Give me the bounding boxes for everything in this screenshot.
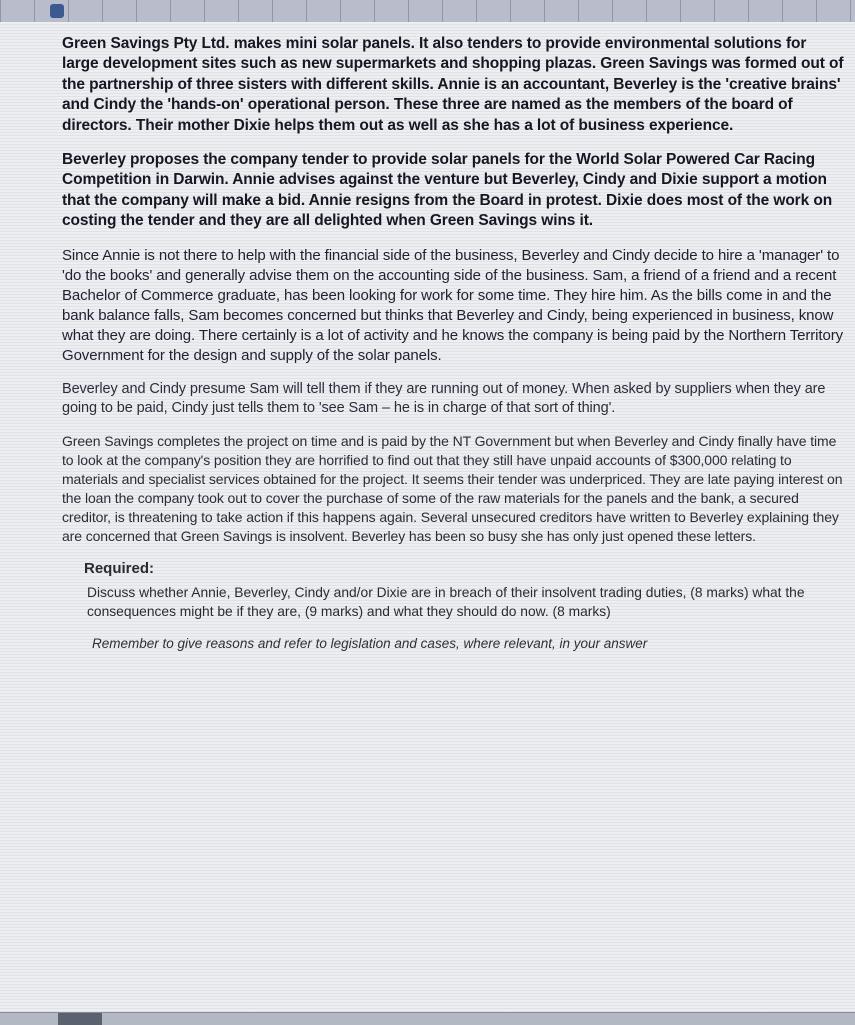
ruler-bar xyxy=(0,0,855,23)
taskbar-tab[interactable] xyxy=(58,1013,102,1025)
paragraph-suppliers: Beverley and Cindy presume Sam will tell them if they are running out of money. When asked by suppliers when they are going to be paid, Cindy just tells them to 'see Sam – he is in charge of that sort of thing'. xyxy=(62,380,826,416)
paragraph-tender-proposal: Beverley proposes the company tender to provide solar panels for the World Solar Powered Car Racing Competition in Darwin. Annie advises against the venture but Beverley, Cindy and Dixie support a motion that the company will make a bid. Annie resigns from the Board in protest. Dixie does most of the work on costing the tender and they are all delighted when Green Savings wins it. xyxy=(62,151,833,230)
paragraph-company-background: Green Savings Pty Ltd. makes mini solar panels. It also tenders to provide environmental solutions for large development sites such as new supermarkets and shopping plazas. Green Savings was formed out of the partnership of three sisters with different skills. Annie is an accountant, Beverley is the 'creative brains' and Cindy the 'hands-on' operational person. These three are named as the members of the board of directors. Their mother Dixie helps them out as well as she has a lot of business experience. xyxy=(62,35,844,134)
status-bar xyxy=(0,1012,855,1025)
document-body xyxy=(62,34,847,653)
remember-note: Remember to give reasons and refer to legislation and cases, where relevant, in your answer xyxy=(92,635,648,651)
ruler-indent-marker[interactable] xyxy=(50,4,64,18)
paragraph-insolvency: Green Savings completes the project on time and is paid by the NT Government but when Beverley and Cindy finally have time to look at the company's position they are horrified to find out that they still have unpaid accounts of $300,000 relating to materials and specialist services obtained for the project. It seems their tender was underpriced. They are late paying interest on the loan the company took out to cover the purchase of some of the raw materials for the panels and the bank, a secured creditor, is threatening to take action if this happens again. Several unsecured creditors have written to Beverley explaining they are concerned that Green Savings is insolvent. Beverley has been so busy she has only just opened these letters. xyxy=(62,432,843,544)
paragraph-hiring-sam: Since Annie is not there to help with the financial side of the business, Beverley and Cindy decide to hire a 'manager' to 'do the books' and generally advise them on the accounting side of the business. Sam, a friend of a friend and a recent Bachelor of Commerce graduate, has been looking for work for some time. They hire him. As the bills come in and the bank balance falls, Sam becomes concerned but thinks that Beverley and Cindy, being experienced in business, know what they are doing. There certainly is a lot of activity and he knows the company is being paid by the Northern Territory Government for the design and supply of the solar panels. xyxy=(62,246,843,364)
required-heading: Required: xyxy=(84,559,155,577)
document-page xyxy=(0,22,855,1012)
required-question: Discuss whether Annie, Beverley, Cindy and/or Dixie are in breach of their insolvent trading duties, (8 marks) what the consequences might be if they are, (9 marks) and what they should do now. (8 marks) xyxy=(87,584,805,619)
